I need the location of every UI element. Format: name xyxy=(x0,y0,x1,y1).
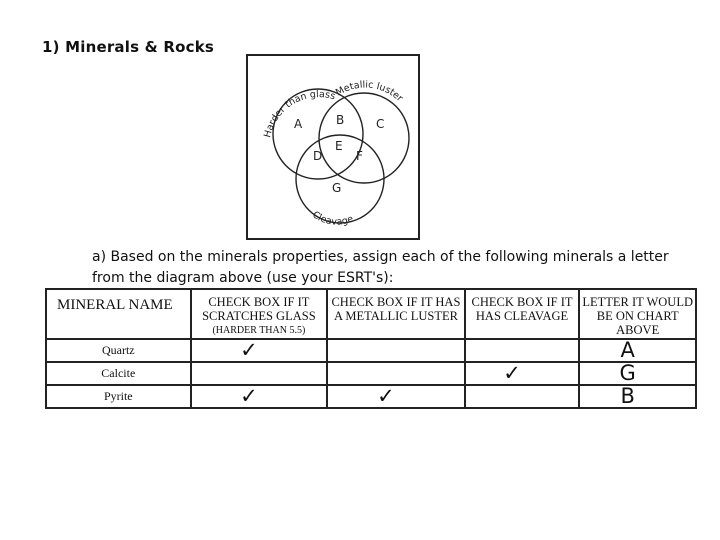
scratch-check-cell[interactable] xyxy=(191,362,328,385)
instructions-line-2: from the diagram above (use your ESRT's): xyxy=(92,270,394,286)
scratch-check-cell[interactable] xyxy=(191,385,328,408)
table-header-row xyxy=(46,289,696,339)
letter-answer: A xyxy=(620,338,635,362)
header-scratches-glass xyxy=(191,289,328,339)
circle-metallic-luster xyxy=(319,93,409,183)
check-mark-icon: ✓ xyxy=(503,361,521,385)
venn-diagram xyxy=(246,54,420,240)
mineral-name-cell: Pyrite xyxy=(46,385,191,408)
label-cleavage: Cleavage xyxy=(310,209,356,228)
venn-diagram-svg xyxy=(248,56,422,242)
minerals-table xyxy=(45,288,697,409)
header-scratches-glass-sub: (HARDER THAN 5.5) xyxy=(212,325,306,336)
region-letter-c: C xyxy=(376,117,385,131)
letter-answer: B xyxy=(620,384,635,408)
luster-check-cell[interactable] xyxy=(327,362,465,385)
mineral-name-cell: Calcite xyxy=(46,362,191,385)
region-letter-d: D xyxy=(313,149,323,163)
header-mineral-name: MINERAL NAME xyxy=(46,289,191,339)
header-metallic-luster: CHECK BOX IF IT HAS A METALLIC LUSTER xyxy=(327,289,465,339)
check-mark-icon: ✓ xyxy=(240,384,258,408)
label-metallic-luster: Metallic luster xyxy=(333,79,405,104)
luster-check-cell[interactable] xyxy=(327,339,465,362)
cleavage-check-cell[interactable] xyxy=(465,385,580,408)
letter-answer-cell[interactable] xyxy=(579,362,696,385)
scratch-check-cell[interactable] xyxy=(191,339,328,362)
label-harder-than-glass: Harder than glass xyxy=(262,89,337,139)
letter-answer-cell[interactable] xyxy=(579,385,696,408)
letter-answer-cell[interactable] xyxy=(579,339,696,362)
question-title: 1) Minerals & Rocks xyxy=(42,38,215,56)
cleavage-check-cell[interactable] xyxy=(465,362,580,385)
instructions xyxy=(92,247,692,289)
table-row xyxy=(46,385,696,408)
header-letter-on-chart: LETTER IT WOULD BE ON CHART ABOVE xyxy=(579,289,696,339)
header-cleavage: CHECK BOX IF IT HAS CLEAVAGE xyxy=(465,289,580,339)
letter-answer: G xyxy=(619,361,636,385)
cleavage-check-cell[interactable] xyxy=(465,339,580,362)
region-letter-f: F xyxy=(356,149,363,163)
region-letter-e: E xyxy=(335,139,343,153)
mineral-name-cell: Quartz xyxy=(46,339,191,362)
region-letter-a: A xyxy=(294,117,303,131)
check-mark-icon: ✓ xyxy=(377,384,395,408)
table-row xyxy=(46,362,696,385)
region-letter-b: B xyxy=(336,113,345,127)
region-letter-g: G xyxy=(332,181,342,195)
table-row xyxy=(46,339,696,362)
luster-check-cell[interactable] xyxy=(327,385,465,408)
check-mark-icon: ✓ xyxy=(240,338,258,362)
header-scratches-glass-label: CHECK BOX IF IT SCRATCHES GLASS xyxy=(202,295,316,323)
instructions-line-1: a) Based on the minerals properties, assign each of the following minerals a letter xyxy=(92,249,669,265)
